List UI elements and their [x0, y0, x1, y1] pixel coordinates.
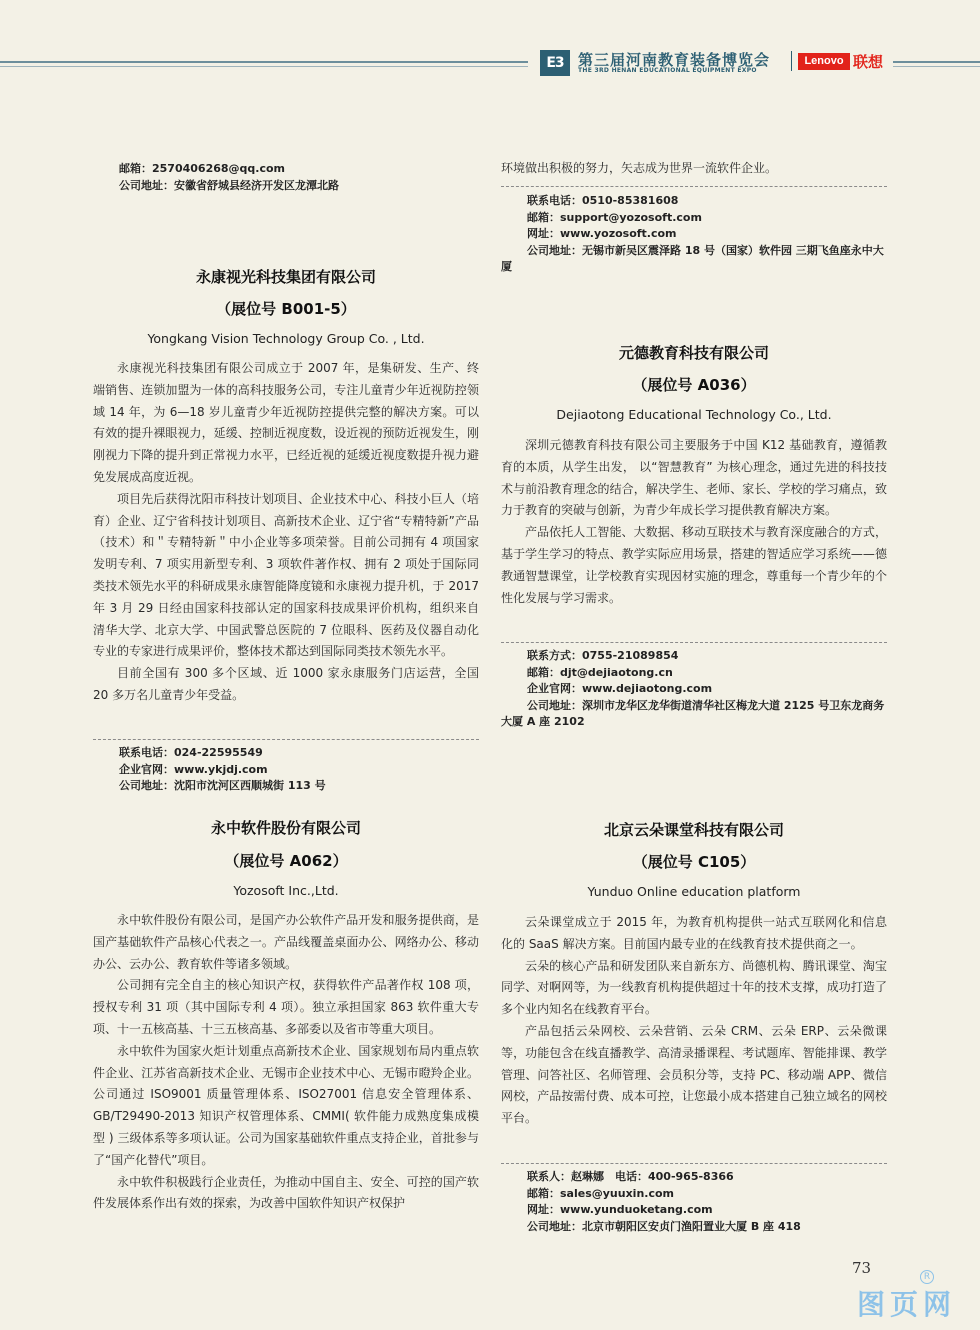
contact-website: 企业官网：www.ykjdj.com — [119, 762, 268, 776]
contact-address: 公司地址：北京市朝阳区安贞门渔阳置业大厦 B 座 418 — [527, 1219, 801, 1233]
company-description-deyuan — [501, 435, 887, 609]
paragraph: 云朵课堂成立于 2015 年，为教育机构提供一站式互联网化和信息化的 SaaS 解决方案。目前国内最专业的在线教育技术提供商之一。 — [501, 915, 887, 951]
contact-email: 邮箱：2570406268@qq.com — [119, 162, 286, 175]
contact-website: 网址：www.yozosoft.com — [527, 227, 677, 240]
divider — [93, 739, 479, 740]
paragraph: 深圳元德教育科技有限公司主要服务于中国 K12 基础教育，遵循教育的本质，从学生出发， 以“智慧教育” 为核心理念，通过先进的科技技术与前沿教育理念的结合，解决学生、老师、家长、学校的学习痛点，致力于教育的突破与创新，为青少年成长学习提供教育解决方案。 — [501, 438, 887, 518]
lenovo-cn-logo: 联想 — [853, 53, 884, 71]
contact-phone: 联系电话：0510-85381608 — [527, 194, 679, 207]
contact-block-yozosoft — [501, 193, 887, 276]
registered-mark: R — [920, 1270, 934, 1284]
contact-email: 邮箱：djt@dejiaotong.cn — [527, 665, 673, 679]
booth-number-yongkang: （展位号 B001-5） — [216, 300, 356, 318]
contact-address: 公司地址：无锡市新吴区震泽路 18 号（国家）软件园 三期飞鱼座永中大厦 — [501, 243, 884, 273]
contact-block-yunduo — [501, 1169, 887, 1235]
contact-address: 公司地址：深圳市龙华区龙华街道清华社区梅龙大道 2125 号卫东龙商务大厦 A 座 2102 — [501, 698, 885, 728]
paragraph: 永康视光科技集团有限公司成立于 2007 年，是集研发、生产、终端销售、连锁加盟为一体的高科技服务公司，专注儿童青少年近视防控领域 14 年，为 6—18 岁儿童青少年近视防控提供完整的解决方案。可以有效的提升裸眼视力，延缓、控制近视度数，设近视的预防近视发生，刚刚视力下降的提升到正常视力水平，已经近视的延缓近视度数提升视力避免发展成高度近视。 — [93, 361, 479, 484]
header-separator — [791, 51, 792, 71]
paragraph: 产品依托人工智能、大数据、移动互联技术与教育深度融合的方式，基于学生学习的特点、教学实际应用场景，搭建的智适应学习系统——德教通智慧课堂，让学校教育实现因材实施的理念，尊重每一个青少年的个性化发展与学习需求。 — [501, 525, 887, 605]
company-english-yunduo: Yunduo Online education platform — [587, 884, 801, 899]
contact-phone: 联系电话：024-22595549 — [119, 746, 263, 759]
company-title-yongkang: 永康视光科技集团有限公司 — [195, 268, 376, 286]
header-rule-right — [893, 61, 980, 63]
booth-number-yunduo: （展位号 C105） — [632, 853, 756, 871]
booth-number-yozosoft: （展位号 A062） — [224, 852, 348, 870]
divider — [501, 186, 887, 187]
paragraph: 产品包括云朵网校、云朵营销、云朵 CRM、云朵 ERP、云朵微课等，功能包含在线直播教学、高清录播课程、考试题库、智能排课、教学管理、问答社区、名师管理、会员积分等，支持 PC、移动端 APP、微信网校，产品按需付费、成本可控，让您最小成本搭建自己独立域名的网校平台。 — [501, 1023, 887, 1126]
company-title-yozosoft: 永中软件股份有限公司 — [210, 819, 361, 837]
watermark: 图页网 — [857, 1288, 957, 1321]
page-header — [0, 0, 980, 80]
header-rule-left-thin — [0, 66, 528, 67]
divider — [501, 642, 887, 643]
header-rule-left — [0, 61, 528, 63]
company-description-yozosoft — [93, 910, 479, 1215]
page-number: 73 — [852, 1259, 872, 1277]
contact-address: 公司地址：沈阳市沈河区西顺城街 113 号 — [119, 779, 326, 792]
paragraph: 公司拥有完全自主的核心知识产权，获得软件产品著作权 108 项，授权专利 31 项（其中国际专利 4 项）。独立承担国家 863 软件重大专项、十一五核高基、十三五核高基、多部委以及省市等重大项目。 — [93, 978, 479, 1036]
contact-address: 公司地址：安徽省舒城县经济开发区龙潭北路 — [119, 178, 339, 192]
company-english-yongkang: Yongkang Vision Technology Group Co. , Ltd. — [147, 331, 425, 346]
company-english-yozosoft: Yozosoft Inc.,Ltd. — [233, 883, 339, 898]
contact-website: 网址：www.yunduoketang.com — [527, 1203, 713, 1216]
contact-website: 企业官网：www.dejiaotong.com — [527, 682, 713, 695]
lenovo-logo: Lenovo — [798, 53, 850, 70]
paragraph: 云朵的核心产品和研发团队来自新东方、尚德机构、腾讯课堂、淘宝同学、对啊网等，为一线教育机构提供超过十年的技术支撑，成功打造了多个业内知名在线教育平台。 — [501, 958, 887, 1017]
company-description-yongkang — [93, 358, 479, 707]
contact-block-yongkang — [93, 745, 479, 795]
contact-email: 邮箱：sales@yuuxin.com — [527, 1186, 674, 1200]
paragraph: 环境做出积极的努力，矢志成为世界一流软件企业。 — [501, 161, 778, 175]
paragraph: 永中软件股份有限公司，是国产办公软件产品开发和服务提供商，是国产基础软件产品核心代表之一。产品线覆盖桌面办公、网络办公、移动办公、云办公、教育软件等诸多领域。 — [93, 913, 479, 971]
company-english-deyuan: Dejiaotong Educational Technology Co., Ltd. — [556, 407, 832, 422]
expo-subtitle: THE 3RD HENAN EDUCATIONAL EQUIPMENT EXPO — [578, 67, 757, 74]
header-rule-right-thin — [893, 66, 980, 67]
contact-email: 邮箱：support@yozosoft.com — [527, 210, 702, 224]
paragraph: 永中软件为国家火炬计划重点高新技术企业、国家规划布局内重点软件企业、江苏省高新技术企业、无锡市企业技术中心、无锡市瞪羚企业。公司通过 ISO9001 质量管理体系、ISO27001 信息安全管理体系、GB/T29490-2013 知识产权管理体系、CMMI( 软件能力成熟度集成模型 ) 三级体系等多项认证。公司为国家基础软件重点支持企业，首批参与了“国产化替代”项目。 — [93, 1043, 479, 1167]
contact-person: 联系人：赵琳娜 电话：400-965-8366 — [527, 1170, 734, 1183]
company-description-yozosoft-continued — [501, 158, 887, 180]
expo-title: 第三届河南教育装备博览会 — [578, 51, 771, 69]
top-contact-block — [93, 161, 479, 194]
contact-block-deyuan — [501, 648, 887, 731]
paragraph: 目前全国有 300 多个区域、近 1000 家永康服务门店运营，全国 20 多万名儿童青少年受益。 — [93, 666, 479, 702]
company-description-yunduo — [501, 912, 887, 1130]
expo-logo: E3 — [540, 50, 570, 76]
divider — [501, 1163, 887, 1164]
paragraph: 永中软件积极践行企业责任，为推动中国自主、安全、可控的国产软件发展体系作出有效的探索，为改善中国软件知识产权保护 — [93, 1174, 479, 1211]
company-title-yunduo: 北京云朵课堂科技有限公司 — [603, 821, 784, 839]
paragraph: 项目先后获得沈阳市科技计划项目、企业技术中心、科技小巨人（培育）企业、辽宁省科技计划项目、高新技术企业、辽宁省“专精特新”产品（技术）和＂专精特新＂中小企业等多项荣誉。目前公司拥有 4 项国家发明专利、7 项实用新型专利、3 项软件著作权、拥有 2 项处于国际同类技术领先水平的科研成果永康智能降度镜和永康视力提升机，于 2017 年 3 月 29 日经由国家科技部认定的国家科技成果评价机构，组织来自清华大学、北京大学、中国武警总医院的 7 位眼科、医药及仪器自动化专业的专家进行成果评价，整体技术都达到国际同类技术领先水平。 — [93, 491, 479, 659]
contact-phone: 联系方式：0755-21089854 — [527, 649, 679, 662]
company-title-deyuan: 元德教育科技有限公司 — [618, 344, 769, 362]
booth-number-deyuan: （展位号 A036） — [632, 376, 756, 394]
